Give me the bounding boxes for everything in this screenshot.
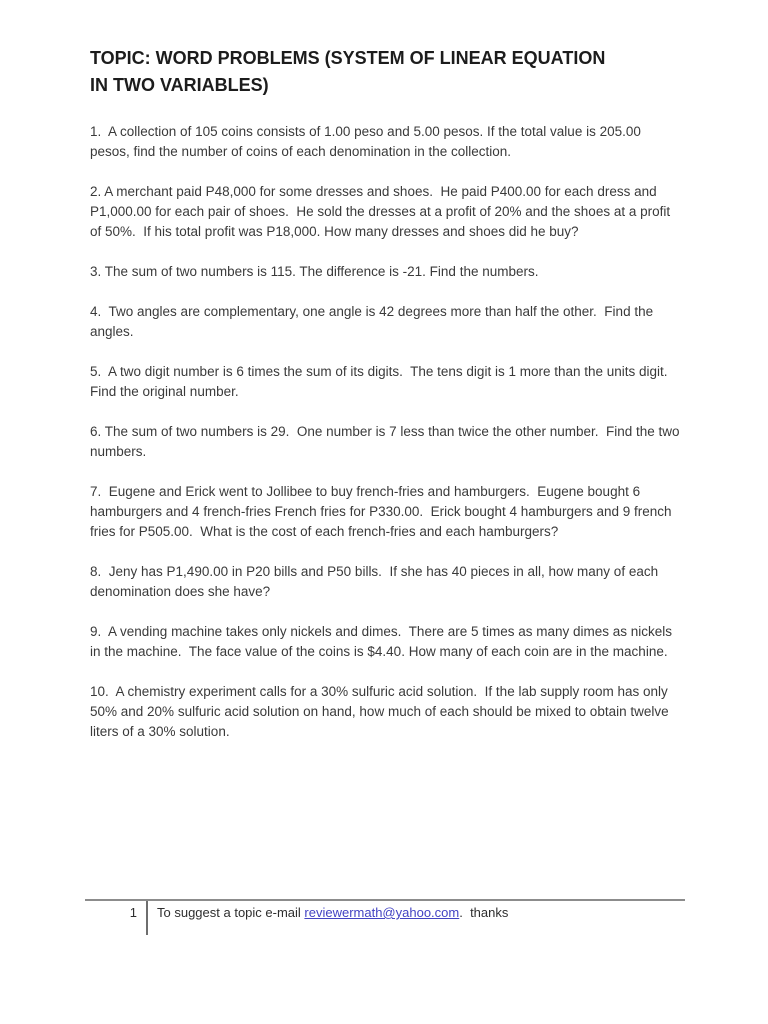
problem-paragraph-10: 10. A chemistry experiment calls for a 30% sulfuric acid solution. If the lab supply room has only 50% and 20% sulfuric acid solution on hand, how much of each should be mixed to obtain twelve liters of a 30% solution. <box>90 684 673 739</box>
problem-paragraph-6: 6. The sum of two numbers is 29. One number is 7 less than twice the other number. Find the two numbers. <box>90 424 684 459</box>
problem-paragraph-3: 3. The sum of two numbers is 115. The difference is -21. Find the numbers. <box>90 264 539 279</box>
footer-note <box>148 901 508 923</box>
problem-paragraph-4: 4. Two angles are complementary, one angle is 42 degrees more than half the other. Find the angles. <box>90 304 657 339</box>
problem-paragraph-9: 9. A vending machine takes only nickels and dimes. There are 5 times as many dimes as nickels in the machine. The face value of the coins is $4.40. How many of each coin are in the machine. <box>90 624 676 659</box>
footer-row <box>85 901 685 935</box>
problem-paragraph-5: 5. A two digit number is 6 times the sum of its digits. The tens digit is 1 more than the units digit. Find the original number. <box>90 364 676 399</box>
document-title <box>90 45 680 99</box>
problem-list <box>90 122 684 742</box>
problem-paragraph-1: 1. A collection of 105 coins consists of 1.00 peso and 5.00 pesos. If the total value is 205.00 pesos, find the number of coins of each denomination in the collection. <box>90 124 645 159</box>
page-footer <box>85 899 685 935</box>
footer-note-suffix: . thanks <box>459 905 509 920</box>
problem-paragraph-2: 2. A merchant paid P48,000 for some dresses and shoes. He paid P400.00 for each dress and P1,000.00 for each pair of shoes. He sold the dresses at a profit of 20% and the shoes at a profit of 50%. If his total profit was P18,000. How many dresses and shoes did he buy? <box>90 184 674 239</box>
document-title-line-2: IN TWO VARIABLES) <box>90 75 269 95</box>
problem-paragraph-7: 7. Eugene and Erick went to Jollibee to buy french-fries and hamburgers. Eugene bought 6 hamburgers and 4 french-fries French fries for P330.00. Erick bought 4 hamburgers and 9 french fries for P505.00. What is the cost of each french-fries and each hamburgers? <box>90 484 676 539</box>
email-link[interactable]: reviewermath@yahoo.com <box>304 905 460 920</box>
document-title-line-1: TOPIC: WORD PROBLEMS (SYSTEM OF LINEAR EQUATION <box>90 48 606 68</box>
page-number: 1 <box>129 905 137 920</box>
footer-note-text: To suggest a topic e-mail <box>157 905 305 920</box>
problem-paragraph-8: 8. Jeny has P1,490.00 in P20 bills and P50 bills. If she has 40 pieces in all, how many of each denomination does she have? <box>90 564 662 599</box>
